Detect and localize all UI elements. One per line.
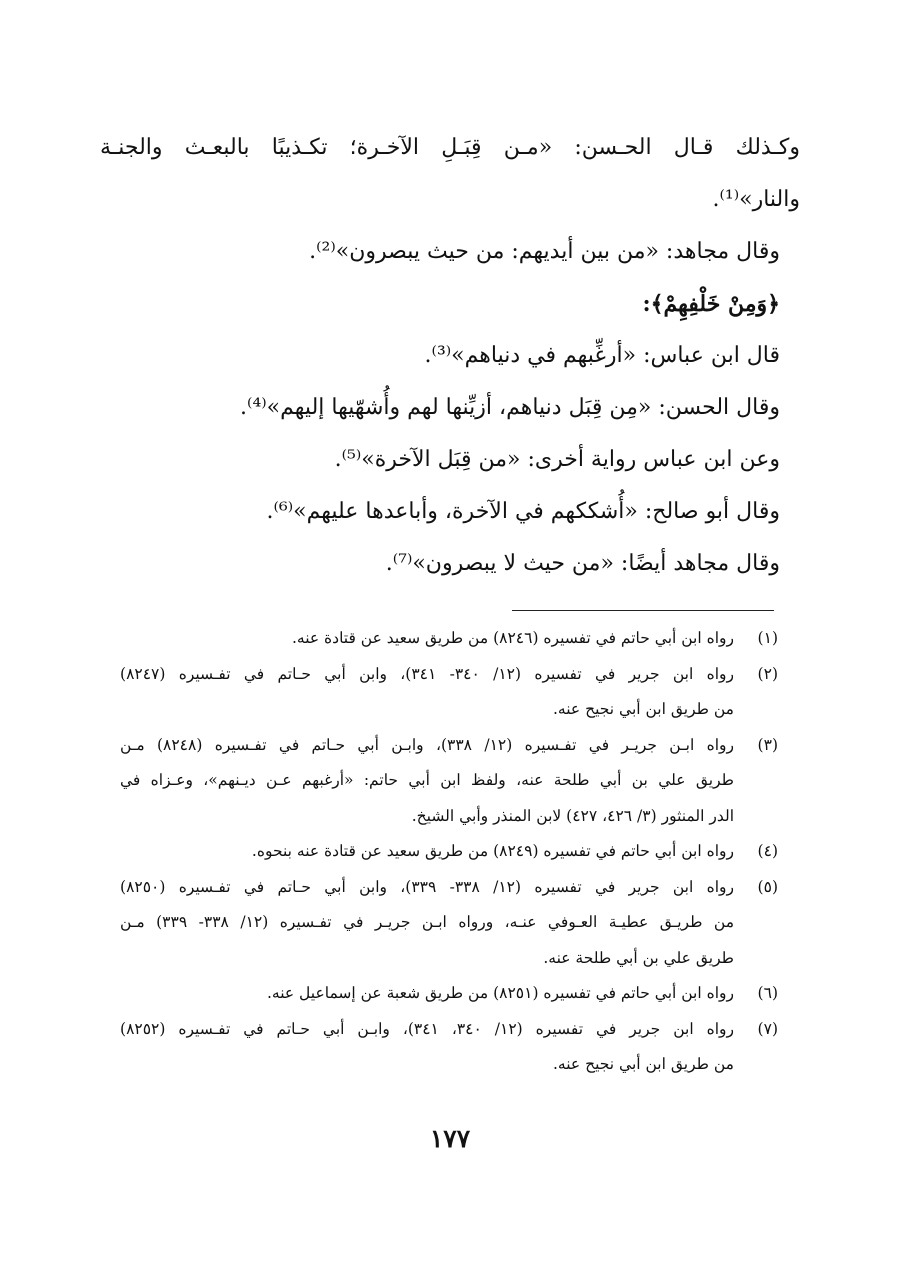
footnote-number: (٢)	[757, 664, 778, 683]
footnote-number: (٧)	[757, 1019, 778, 1038]
footnote-number: (١)	[757, 629, 778, 647]
footnote-number: (٦)	[757, 984, 778, 1002]
footnote-number: (٤)	[757, 842, 778, 860]
footnotes	[120, 621, 778, 1083]
footnote	[120, 870, 778, 977]
footnote-line: من طريـق عطيـة العـوفي عنـه، ورواه ابـن جريـر في تفـسيره (١٢/ ٣٣٨- ٣٣٩) مـن	[120, 913, 734, 931]
footnote-line: الدر المنثور (٣/ ٤٢٦، ٤٢٧) لابن المنذر وأبي الشيخ.	[411, 806, 734, 825]
footnote-line: رواه ابن أبي حاتم في تفسيره (٨٢٤٩) من طريق سعيد عن قتادة عنه بنحوه.	[251, 842, 734, 860]
footnote	[120, 728, 778, 835]
footnote-line: طريق علي بن أبي طلحة عنه، ولفظ ابن أبي حاتم: «أرغبهم عـن ديـنهم»، وعـزاه في	[120, 771, 734, 789]
text-line: وقال الحسن: «مِن قِبَل دنياهم، أزيِّنها لهم وأُشهّيها إليهم»⁽⁴⁾.	[240, 395, 780, 420]
footnote-line: رواه ابن جرير في تفسيره (١٢/ ٣٤٠، ٣٤١)، وابـن أبي حـاتم في تفـسيره (٨٢٥٢)	[120, 1019, 734, 1038]
footnote-line: رواه ابن جرير في تفسيره (١٢/ ٣٣٨- ٣٣٩)، وابن أبي حـاتم في تفـسيره (٨٢٥٠)	[120, 877, 734, 896]
footnote	[120, 621, 778, 657]
footnote	[120, 976, 778, 1012]
footnote	[120, 1012, 778, 1083]
text-line: والنار»⁽¹⁾.	[712, 187, 800, 212]
footnote-line: رواه ابـن جريـر في تفـسيره (١٢/ ٣٣٨)، وابـن أبي حـاتم في تفـسيره (٨٢٤٨) مـن	[120, 735, 734, 754]
footnote	[120, 834, 778, 870]
quran-verse-heading: ﴿وَمِنْ خَلْفِهِمْ﴾:	[642, 291, 780, 317]
main-text	[100, 122, 800, 590]
footnote	[120, 657, 778, 728]
text-line: وكـذلك قـال الحـسن: «مـن قِبَـلِ الآخـرة؛ تكـذيبًا بالبعـث والجنـة	[100, 135, 800, 160]
footnote-line: من طريق ابن أبي نجيح عنه.	[553, 700, 734, 718]
footnote-line: من طريق ابن أبي نجيح عنه.	[553, 1055, 734, 1073]
footnote-number: (٣)	[757, 735, 778, 754]
text-line: وقال مجاهد أيضًا: «من حيث لا يبصرون»⁽⁷⁾.	[385, 551, 780, 576]
footnote-line: رواه ابن أبي حاتم في تفسيره (٨٢٥١) من طريق شعبة عن إسماعيل عنه.	[266, 984, 734, 1002]
text-line: وعن ابن عباس رواية أخرى: «من قِبَل الآخرة»⁽⁵⁾.	[334, 447, 780, 472]
text-line: وقال مجاهد: «من بين أيديهم: من حيث يبصرون»⁽²⁾.	[309, 239, 780, 264]
footnote-divider	[512, 610, 774, 611]
footnote-line: طريق علي بن أبي طلحة عنه.	[543, 948, 734, 967]
footnote-number: (٥)	[757, 877, 778, 896]
page-number: ١٧٧	[429, 1124, 471, 1153]
text-line: قال ابن عباس: «أرغِّبهم في دنياهم»⁽³⁾.	[424, 343, 780, 368]
text-line: وقال أبو صالح: «أُشككهم في الآخرة، وأباعدها عليهم»⁽⁶⁾.	[266, 499, 780, 524]
footnote-line: رواه ابن جرير في تفسيره (١٢/ ٣٤٠- ٣٤١)، وابن أبي حـاتم في تفـسيره (٨٢٤٧)	[120, 664, 734, 683]
footnote-line: رواه ابن أبي حاتم في تفسيره (٨٢٤٦) من طريق سعيد عن قتادة عنه.	[291, 629, 734, 647]
